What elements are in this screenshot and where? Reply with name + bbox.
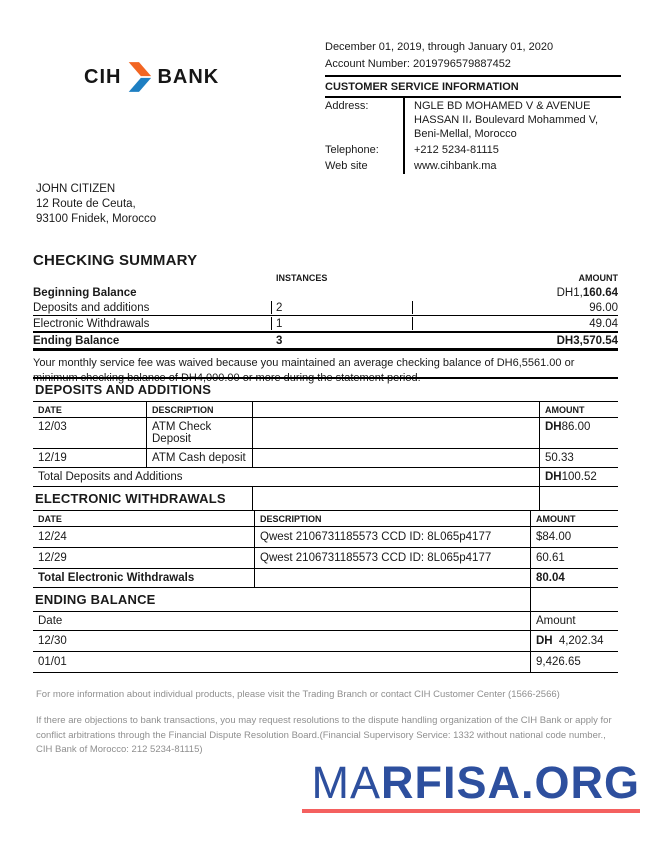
checking-summary-header-row — [33, 269, 618, 285]
deposit-row-2: 12/19 ATM Cash deposit 50.33 — [33, 449, 618, 468]
footnote-disputes: If there are objections to bank transactions, you may request resolutions to the dispute handling organization of the CIH Bank or apply for conflict arbitrations through the Financial Dispute Resolution Board.(Financial Supervisory Service: 1332 without national code number., CIH Bank of Morocco: 212 5234-81115) — [36, 715, 612, 755]
withdrawal-row-2: 12/29 Qwest 2106731185573 CCD ID: 8L065p4177 60.61 — [33, 548, 618, 569]
deposit-row-1: 12/03 ATM Check Deposit DH86.00 — [33, 418, 618, 449]
address-row — [325, 98, 621, 142]
deposits-section-title: DEPOSITS AND ADDITIONS — [33, 377, 618, 401]
ending-col-date: Date — [33, 612, 531, 630]
cih-chevron-icon — [125, 62, 153, 92]
telephone-label: Telephone: — [325, 144, 379, 156]
ending-balance-row-2: 01/01 9,426.65 — [33, 652, 618, 673]
deposits-col-description: DESCRIPTION — [147, 402, 253, 417]
checking-summary-section — [33, 252, 618, 385]
summary-row-ending-balance: Ending Balance 3 DH3,570.54 — [33, 333, 618, 351]
website-value: www.cihbank.ma — [403, 158, 621, 174]
website-label: Web site — [325, 160, 368, 172]
service-fee-note: Your monthly service fee was waived because you maintained an average checking balance of DH6,5561.00 or minimum checking balance of DH4,000.00 or more during the statement period. — [33, 357, 575, 384]
account-holder-name: JOHN CITIZEN — [36, 183, 116, 195]
cih-bank-logo — [84, 62, 219, 92]
marfisa-watermark-underline — [302, 809, 640, 813]
marfisa-watermark-text: MARFISA.ORG — [311, 757, 640, 808]
telephone-row — [325, 142, 621, 158]
summary-row-withdrawals: Electronic Withdrawals 1 49.04 — [33, 316, 618, 333]
logo-text-bank: BANK — [157, 65, 220, 88]
address-value — [403, 98, 621, 142]
withdrawals-col-date: DATE — [33, 511, 255, 526]
footnote-products: For more information about individual products, please visit the Trading Branch or contact CIH Customer Center (1566-2566) — [36, 689, 560, 700]
checking-summary-title: CHECKING SUMMARY — [33, 252, 198, 269]
account-holder-block — [36, 182, 156, 227]
address-line-1: NGLE BD MOHAMED V & AVENUE — [414, 100, 591, 112]
ending-balance-section-title: ENDING BALANCE — [33, 588, 531, 611]
summary-row-beginning-balance: Beginning Balance DH1,160.64 — [33, 286, 618, 299]
withdrawals-col-amount: AMOUNT — [536, 514, 576, 524]
account-number-label: Account Number: — [325, 58, 410, 70]
deposits-header-row — [33, 401, 618, 418]
account-number-value: 2019796579887452 — [413, 58, 511, 70]
customer-service-info — [325, 40, 621, 174]
customer-service-title: CUSTOMER SERVICE INFORMATION — [325, 75, 621, 98]
ending-balance-row-1: 12/30 DH 4,202.34 — [33, 631, 618, 652]
account-holder-address-1: 12 Route de Ceuta, — [36, 198, 136, 210]
summary-row-deposits: Deposits and additions 2 96.00 — [33, 300, 618, 316]
account-holder-address-2: 93100 Fnidek, Morocco — [36, 213, 157, 225]
withdrawals-col-description: DESCRIPTION — [255, 511, 531, 526]
ending-col-amount: Amount — [536, 615, 576, 627]
telephone-value: +212 5234-81115 — [403, 142, 621, 158]
withdrawals-section-title: ELECTRONIC WITHDRAWALS — [33, 487, 253, 510]
instances-column-header: INSTANCES — [276, 273, 328, 283]
address-line-2: HASSAN II، Boulevard Mohammed V, — [414, 114, 599, 126]
transactions-tables — [33, 377, 618, 673]
ending-balance-section-title-row — [33, 588, 618, 612]
website-row — [325, 158, 621, 174]
deposits-col-amount: AMOUNT — [545, 405, 585, 415]
account-number-line — [325, 57, 621, 71]
logo-text-cih: CIH — [84, 65, 122, 88]
ending-balance-header-row — [33, 612, 618, 631]
deposits-total-row: Total Deposits and Additions DH100.52 — [33, 468, 618, 487]
amount-column-header: AMOUNT — [578, 273, 618, 283]
withdrawals-section-title-row — [33, 487, 618, 511]
statement-period: December 01, 2019, through January 01, 2020 — [325, 41, 554, 53]
address-line-3: Beni-Mellal, Morocco — [414, 128, 517, 140]
marfisa-watermark — [302, 757, 640, 813]
address-label: Address: — [325, 100, 369, 112]
withdrawals-total-row: Total Electronic Withdrawals 80.04 — [33, 569, 618, 588]
withdrawals-header-row — [33, 511, 618, 527]
deposits-col-date: DATE — [33, 402, 147, 417]
withdrawal-row-1: 12/24 Qwest 2106731185573 CCD ID: 8L065p4177 $84.00 — [33, 527, 618, 548]
